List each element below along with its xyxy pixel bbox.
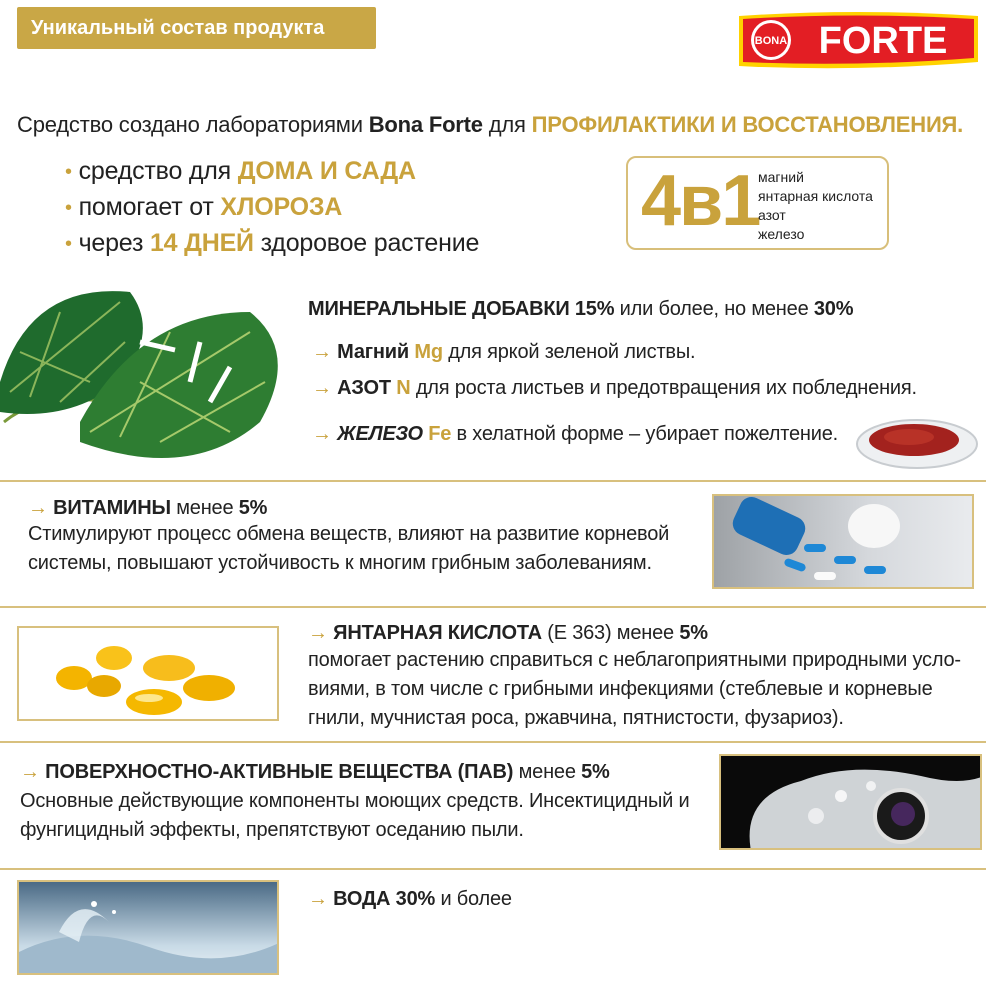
water-heading (308, 888, 512, 911)
bullet-item: • помогает от ХЛОРОЗА (65, 193, 343, 221)
mineral-item-iron (312, 423, 838, 446)
vitamins-pct: 5% (238, 497, 268, 519)
mineral-symbol: Fe (428, 423, 452, 445)
succinic-heading (308, 622, 708, 645)
arrow-icon: → (20, 761, 40, 783)
divider (0, 480, 986, 482)
vitamins-text: Стимулируют процесс обмена веществ, влияют на развитие корневой системы, повышают устойчивость к многим грибным заболеваниям. (28, 523, 670, 574)
bona-forte-logo (737, 10, 980, 72)
arrow-icon: → (308, 888, 328, 910)
succinic-code: (Е 363) (541, 622, 617, 644)
water-pct: 30% (395, 888, 436, 910)
mineral-desc: для роста листьев и предотвращения их побледнения. (410, 377, 917, 399)
vitamins-title: ВИТАМИНЫ (53, 497, 171, 519)
bullet-text: через (78, 229, 150, 257)
mineral-item-magnesium (312, 341, 695, 364)
surfactants-pct: 5% (581, 761, 610, 783)
surfactants-title: ПОВЕРХНОСТНО-АКТИВНЫЕ ВЕЩЕСТВА (ПАВ) (45, 761, 514, 783)
mineral-name: ЖЕЛЕЗО (337, 423, 423, 445)
bullet-text: помогает от (78, 193, 221, 221)
water-title: ВОДА (333, 888, 391, 910)
succinic-title: ЯНТАРНАЯ КИСЛОТА (333, 622, 542, 644)
bullet-text-post: здоровое растение (253, 229, 480, 257)
arrow-icon: → (312, 377, 332, 399)
succinic-text: помогает растению справиться с неблагоприятными природными усло-виями, в том числе с грибными инфекциями (стеблевые и корневые гнили, мучнистая роса, ржавчина, пятнистости, фузариоз). (308, 649, 961, 729)
succinic-pct: 5% (679, 622, 708, 644)
logo-small-text: BONA (754, 35, 788, 47)
bullet-highlight: 14 ДНЕЙ (149, 229, 254, 257)
divider (0, 741, 986, 743)
monstera-leaf-image (0, 272, 300, 472)
water-rest: и более (435, 888, 512, 910)
four-in-one-list (758, 168, 873, 244)
water-image (17, 880, 279, 975)
bullet-highlight: ХЛОРОЗА (220, 193, 343, 221)
vitamins-heading (28, 497, 267, 520)
arrow-icon: → (28, 497, 48, 519)
arrow-icon: → (312, 341, 332, 363)
mineral-symbol: N (396, 377, 411, 399)
yellow-capsules-image (17, 626, 279, 721)
mineral-name: АЗОТ (337, 377, 391, 399)
mineral-desc: в хелатной форме – убирает пожелтение. (451, 423, 838, 445)
divider (0, 868, 986, 870)
bullet-highlight: ДОМА И САДА (237, 157, 416, 185)
logo-big-text: FORTE (818, 20, 948, 62)
four-in-one-item: азот (758, 207, 786, 223)
minerals-pct2: 30% (813, 298, 854, 320)
mineral-item-nitrogen (312, 377, 917, 400)
arrow-icon: → (312, 423, 332, 445)
four-in-one-item: магний (758, 169, 804, 185)
four-in-one-box (626, 156, 889, 250)
bullet-item: • через 14 ДНЕЙ здоровое растение (65, 229, 480, 257)
vitamins-less: менее (170, 497, 239, 519)
surfactants-heading (20, 761, 610, 784)
divider (0, 606, 986, 608)
bullet-text: средство для (78, 157, 238, 185)
capsules-image (712, 494, 974, 589)
mineral-symbol: Mg (414, 341, 443, 363)
succinic-less: менее (616, 622, 680, 644)
surfactants-less: менее (513, 761, 582, 783)
minerals-title: МИНЕРАЛЬНЫЕ ДОБАВКИ (308, 298, 570, 320)
surfactants-text: Основные действующие компоненты моющих средств. Инсектицидный и фунгицидный эффекты, препятствуют оседанию пыли. (20, 790, 690, 841)
foam-image (719, 754, 982, 850)
arrow-icon: → (308, 622, 328, 644)
minerals-heading (308, 298, 853, 321)
bullet-item: • средство для ДОМА И САДА (65, 157, 416, 185)
minerals-mid: или более, но менее (614, 298, 814, 320)
header-badge: Уникальный состав продукта (17, 7, 376, 49)
intro-line (17, 112, 963, 138)
intro-highlight: ПРОФИЛАКТИКИ И ВОССТАНОВЛЕНИЯ. (531, 112, 964, 137)
minerals-pct1: 15% (574, 298, 615, 320)
four-in-one-title: 4в1 (641, 161, 760, 241)
iron-powder-image (854, 410, 980, 472)
four-in-one-item: железо (758, 226, 805, 242)
mineral-name: Магний (337, 341, 409, 363)
intro-brand: Bona Forte (368, 112, 483, 137)
four-in-one-item: янтарная кислота (758, 188, 873, 204)
intro-prefix: Средство создано лабораториями (17, 112, 369, 137)
mineral-desc: для яркой зеленой листвы. (442, 341, 696, 363)
intro-middle: для (482, 112, 532, 137)
